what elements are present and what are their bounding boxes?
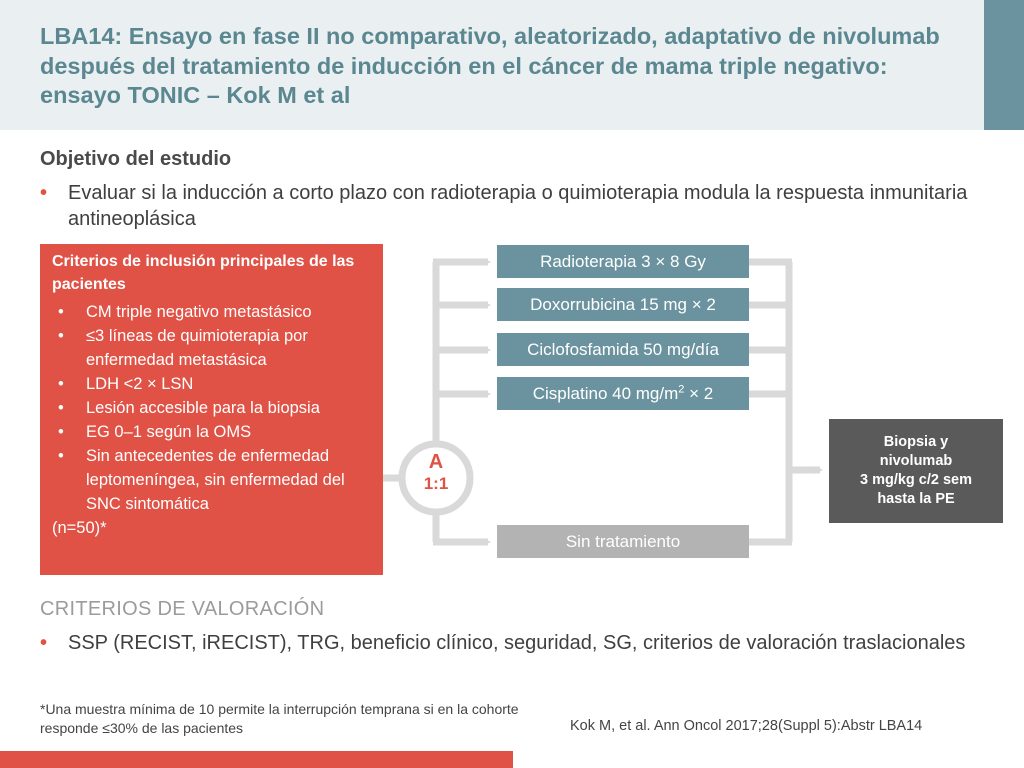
footer-accent-bar — [0, 751, 513, 768]
arm-ciclofosfamida: Ciclofosfamida 50 mg/día — [497, 333, 749, 366]
outcome-box: Biopsia y nivolumab 3 mg/kg c/2 sem hasta la PE — [829, 419, 1003, 523]
criteria-item: • Sin antecedentes de enfermedad leptomeníngea, sin enfermedad del SNC sintomática — [52, 444, 373, 516]
criteria-item: • ≤3 líneas de quimioterapia por enfermedad metastásica — [52, 324, 373, 372]
objective-text: Evaluar si la inducción a corto plazo con radioterapia o quimioterapia modula la respuesta inmunitaria antineoplásica — [68, 182, 968, 230]
arm-doxorrubicina: Doxorrubicina 15 mg × 2 — [497, 288, 749, 321]
arm-sin-tratamiento: Sin tratamiento — [497, 525, 749, 558]
bullet-icon: • — [58, 327, 64, 345]
criteria-item: • LDH <2 × LSN — [52, 372, 373, 396]
endpoints-heading: CRITERIOS DE VALORACIÓN — [40, 598, 325, 620]
randomization-letter: A — [428, 451, 444, 473]
bullet-icon: • — [58, 423, 64, 441]
sample-size: (n=50)* — [52, 519, 107, 537]
arm-radioterapia: Radioterapia 3 × 8 Gy — [497, 245, 749, 278]
slide-title: LBA14: Ensayo en fase II no comparativo, aleatorizado, adaptativo de nivolumab después del tratamiento de inducción en el cáncer de mama triple negativo: ensayo TONIC – Kok M et al — [40, 23, 940, 108]
bullet-icon: • — [58, 399, 64, 417]
criteria-item: • EG 0–1 según la OMS — [52, 420, 373, 444]
bullet-icon: • — [58, 375, 64, 393]
endpoints-text: SSP (RECIST, iRECIST), TRG, beneficio clínico, seguridad, SG, criterios de valoración traslacionales — [68, 632, 966, 654]
endpoints-bullet — [40, 630, 1000, 686]
randomization-ratio: 1:1 — [423, 474, 449, 493]
criteria-title: Criterios de inclusión principales de las pacientes — [52, 253, 355, 293]
reference-citation: Kok M, et al. Ann Oncol 2017;28(Suppl 5):Abstr LBA14 — [570, 718, 923, 734]
objective-heading: Objetivo del estudio — [40, 148, 232, 170]
bullet-icon: • — [40, 632, 48, 654]
randomization-node — [401, 443, 471, 513]
bullet-icon: • — [58, 447, 64, 465]
bullet-icon: • — [58, 303, 64, 321]
criteria-item: • CM triple negativo metastásico — [52, 300, 373, 324]
arm-cisplatino: Cisplatino 40 $mg/m^2 \times 2$ — [497, 377, 749, 410]
criteria-item: • Lesión accesible para la biopsia — [52, 396, 373, 420]
footnote: *Una muestra mínima de 10 permite la interrupción temprana si en la cohorte responde ≤30% de las pacientes — [40, 701, 519, 736]
bullet-icon: • — [40, 182, 48, 204]
